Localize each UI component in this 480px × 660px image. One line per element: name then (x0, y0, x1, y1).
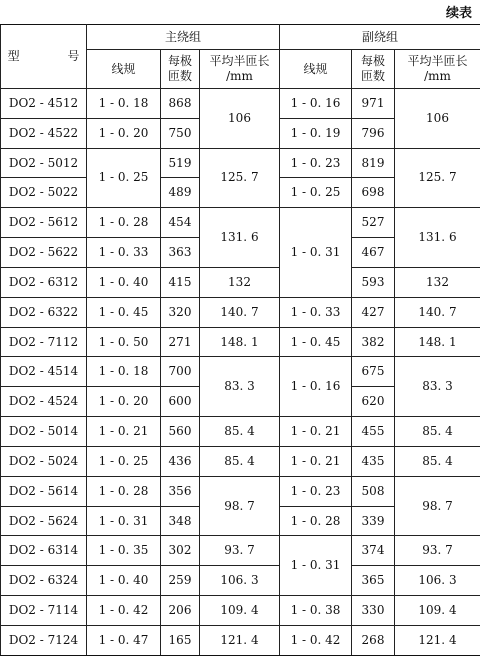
cell-aux-len: 140. 7 (395, 297, 480, 327)
cell-main-gauge: 1 - 0. 50 (87, 327, 161, 357)
cell-aux-len: 93. 7 (395, 536, 480, 566)
cell-main-turns: 436 (161, 446, 200, 476)
cell-main-gauge: 1 - 0. 28 (87, 476, 161, 506)
cell-aux-gauge: 1 - 0. 45 (280, 327, 352, 357)
cell-aux-gauge: 1 - 0. 38 (280, 596, 352, 626)
table-body (1, 89, 480, 656)
cell-main-turns: 320 (161, 297, 200, 327)
cell-aux-gauge: 1 - 0. 23 (280, 476, 352, 506)
cell-aux-gauge: 1 - 0. 16 (280, 89, 352, 119)
cell-aux-turns: 620 (352, 387, 395, 417)
cell-aux-len: 132 (395, 267, 480, 297)
cell-aux-len: 106 (395, 89, 480, 149)
cell-aux-len: 148. 1 (395, 327, 480, 357)
cell-aux-turns: 508 (352, 476, 395, 506)
cell-aux-turns: 698 (352, 178, 395, 208)
cell-aux-turns: 330 (352, 596, 395, 626)
cell-main-turns: 750 (161, 118, 200, 148)
cell-main-turns: 600 (161, 387, 200, 417)
cell-model: DO2 - 5624 (1, 506, 87, 536)
cell-aux-turns: 796 (352, 118, 395, 148)
cell-aux-gauge: 1 - 0. 23 (280, 148, 352, 178)
cell-main-gauge: 1 - 0. 47 (87, 625, 161, 655)
cell-aux-gauge: 1 - 0. 16 (280, 357, 352, 417)
cell-aux-gauge: 1 - 0. 19 (280, 118, 352, 148)
cell-main-gauge: 1 - 0. 20 (87, 118, 161, 148)
header-main-len: 平均半匝长 /mm (200, 50, 280, 89)
cell-main-turns: 259 (161, 566, 200, 596)
cell-main-turns: 415 (161, 267, 200, 297)
cell-aux-len: 98. 7 (395, 476, 480, 536)
header-aux-group: 副绕组 (280, 25, 480, 50)
header-model: 型 号 (1, 25, 87, 89)
cell-model: DO2 - 7114 (1, 596, 87, 626)
table-row (1, 625, 480, 655)
cell-main-turns: 356 (161, 476, 200, 506)
cell-model: DO2 - 6324 (1, 566, 87, 596)
cell-main-len: 109. 4 (200, 596, 280, 626)
cell-aux-len: 85. 4 (395, 417, 480, 447)
cell-main-len: 106. 3 (200, 566, 280, 596)
cell-main-turns: 519 (161, 148, 200, 178)
cell-model: DO2 - 7112 (1, 327, 87, 357)
cell-aux-gauge: 1 - 0. 21 (280, 417, 352, 447)
continued-label: 续表 (445, 6, 472, 21)
cell-model: DO2 - 6312 (1, 267, 87, 297)
table-row (1, 536, 480, 566)
cell-aux-len: 131. 6 (395, 208, 480, 268)
table-row (1, 327, 480, 357)
cell-aux-turns: 971 (352, 89, 395, 119)
cell-main-gauge: 1 - 0. 45 (87, 297, 161, 327)
header-main-group: 主绕组 (87, 25, 280, 50)
cell-main-gauge: 1 - 0. 18 (87, 357, 161, 387)
cell-main-gauge: 1 - 0. 25 (87, 148, 161, 208)
table-row (1, 596, 480, 626)
cell-main-len: 125. 7 (200, 148, 280, 208)
cell-aux-len: 83. 3 (395, 357, 480, 417)
cell-main-turns: 271 (161, 327, 200, 357)
cell-model: DO2 - 5012 (1, 148, 87, 178)
table-row (1, 566, 480, 596)
table-row (1, 148, 480, 178)
cell-aux-turns: 455 (352, 417, 395, 447)
cell-model: DO2 - 5622 (1, 238, 87, 268)
cell-main-gauge: 1 - 0. 31 (87, 506, 161, 536)
cell-model: DO2 - 4514 (1, 357, 87, 387)
cell-main-len: 98. 7 (200, 476, 280, 536)
cell-aux-gauge: 1 - 0. 42 (280, 625, 352, 655)
cell-model: DO2 - 6314 (1, 536, 87, 566)
table-row (1, 208, 480, 238)
header-aux-len: 平均半匝长 /mm (395, 50, 480, 89)
cell-aux-gauge: 1 - 0. 33 (280, 297, 352, 327)
cell-main-gauge: 1 - 0. 40 (87, 267, 161, 297)
cell-main-len: 83. 3 (200, 357, 280, 417)
cell-aux-turns: 435 (352, 446, 395, 476)
header-main-turns: 每极 匝数 (161, 50, 200, 89)
cell-aux-turns: 339 (352, 506, 395, 536)
header-main-gauge: 线规 (87, 50, 161, 89)
cell-aux-turns: 819 (352, 148, 395, 178)
table-row (1, 476, 480, 506)
cell-model: DO2 - 5022 (1, 178, 87, 208)
cell-aux-len: 121. 4 (395, 625, 480, 655)
table-row (1, 446, 480, 476)
cell-model: DO2 - 4524 (1, 387, 87, 417)
cell-aux-gauge: 1 - 0. 28 (280, 506, 352, 536)
cell-main-turns: 165 (161, 625, 200, 655)
cell-model: DO2 - 5014 (1, 417, 87, 447)
cell-main-len: 131. 6 (200, 208, 280, 268)
cell-main-turns: 868 (161, 89, 200, 119)
cell-main-gauge: 1 - 0. 25 (87, 446, 161, 476)
cell-aux-gauge: 1 - 0. 31 (280, 536, 352, 596)
cell-main-len: 140. 7 (200, 297, 280, 327)
cell-main-turns: 348 (161, 506, 200, 536)
cell-aux-turns: 382 (352, 327, 395, 357)
cell-aux-turns: 268 (352, 625, 395, 655)
cell-aux-turns: 365 (352, 566, 395, 596)
cell-main-len: 121. 4 (200, 625, 280, 655)
cell-main-turns: 302 (161, 536, 200, 566)
cell-model: DO2 - 5612 (1, 208, 87, 238)
cell-model: DO2 - 6322 (1, 297, 87, 327)
cell-main-turns: 454 (161, 208, 200, 238)
cell-model: DO2 - 5614 (1, 476, 87, 506)
cell-aux-len: 109. 4 (395, 596, 480, 626)
table-row (1, 267, 480, 297)
cell-model: DO2 - 4522 (1, 118, 87, 148)
cell-main-turns: 363 (161, 238, 200, 268)
cell-aux-turns: 593 (352, 267, 395, 297)
cell-main-gauge: 1 - 0. 28 (87, 208, 161, 238)
cell-aux-turns: 374 (352, 536, 395, 566)
header-aux-turns: 每极 匝数 (352, 50, 395, 89)
cell-main-turns: 489 (161, 178, 200, 208)
cell-main-gauge: 1 - 0. 42 (87, 596, 161, 626)
cell-aux-len: 85. 4 (395, 446, 480, 476)
cell-aux-turns: 427 (352, 297, 395, 327)
cell-main-len: 132 (200, 267, 280, 297)
cell-main-turns: 560 (161, 417, 200, 447)
table-row (1, 297, 480, 327)
cell-aux-gauge: 1 - 0. 31 (280, 208, 352, 297)
winding-spec-table (0, 24, 480, 656)
cell-main-turns: 700 (161, 357, 200, 387)
cell-aux-turns: 467 (352, 238, 395, 268)
cell-model: DO2 - 4512 (1, 89, 87, 119)
cell-model: DO2 - 7124 (1, 625, 87, 655)
cell-main-gauge: 1 - 0. 33 (87, 238, 161, 268)
cell-main-gauge: 1 - 0. 20 (87, 387, 161, 417)
cell-main-turns: 206 (161, 596, 200, 626)
table-row (1, 89, 480, 119)
cell-aux-turns: 527 (352, 208, 395, 238)
cell-main-gauge: 1 - 0. 35 (87, 536, 161, 566)
cell-main-len: 85. 4 (200, 417, 280, 447)
table-row (1, 357, 480, 387)
cell-aux-turns: 675 (352, 357, 395, 387)
cell-main-gauge: 1 - 0. 18 (87, 89, 161, 119)
cell-main-len: 85. 4 (200, 446, 280, 476)
header-aux-gauge: 线规 (280, 50, 352, 89)
cell-model: DO2 - 5024 (1, 446, 87, 476)
cell-main-len: 148. 1 (200, 327, 280, 357)
cell-aux-gauge: 1 - 0. 25 (280, 178, 352, 208)
cell-aux-len: 125. 7 (395, 148, 480, 208)
table-row (1, 417, 480, 447)
cell-aux-len: 106. 3 (395, 566, 480, 596)
cell-main-len: 93. 7 (200, 536, 280, 566)
cell-main-gauge: 1 - 0. 21 (87, 417, 161, 447)
cell-main-len: 106 (200, 89, 280, 149)
cell-aux-gauge: 1 - 0. 21 (280, 446, 352, 476)
cell-main-gauge: 1 - 0. 40 (87, 566, 161, 596)
